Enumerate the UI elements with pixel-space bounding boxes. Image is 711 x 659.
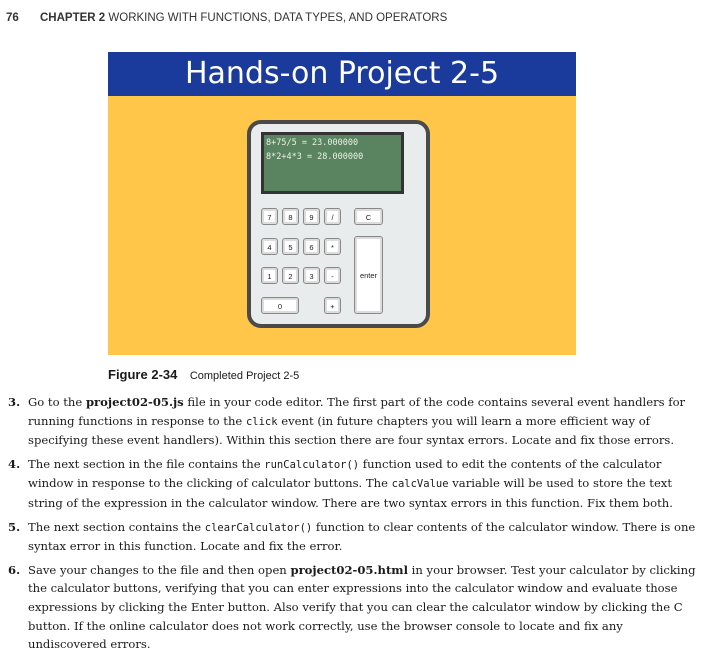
calc-key: 8 xyxy=(282,208,299,225)
step-text: Go to the xyxy=(28,395,86,409)
step-number: 5. xyxy=(8,519,21,534)
calc-key: / xyxy=(324,208,341,225)
page-number: 76 xyxy=(6,12,19,24)
calc-key: C xyxy=(354,208,383,225)
step-text: Save your changes to the file and then open xyxy=(28,562,291,577)
chapter-label: CHAPTER 2 xyxy=(40,12,106,24)
step-number: 4. xyxy=(8,456,21,471)
step-text: function used to edit the contents of the calculator window in response to the clicking of calculator buttons. The xyxy=(28,456,662,491)
caption-label: Figure 2-34 xyxy=(108,367,178,382)
caption-text: Completed Project 2-5 xyxy=(189,370,300,382)
calc-key: 3 xyxy=(303,267,320,284)
calc-key: + xyxy=(324,297,341,314)
calculator xyxy=(247,120,430,328)
display-line: 8+75/5 = 23.000000 xyxy=(266,138,359,148)
display-line: 8*2+4*3 = 28.000000 xyxy=(266,152,364,162)
running-head xyxy=(6,12,447,24)
figure-project-2-5 xyxy=(108,52,576,355)
file-name: project02-05.js xyxy=(85,395,184,409)
calc-key: 2 xyxy=(282,267,299,284)
figure-caption xyxy=(108,366,299,384)
calc-key: 9 xyxy=(303,208,320,225)
calc-key: 5 xyxy=(282,238,299,255)
code-term: clearCalculator() xyxy=(204,521,313,534)
calc-key: 7 xyxy=(261,208,278,225)
calc-key: 0 xyxy=(261,297,299,314)
code-term: runCalculator() xyxy=(264,458,360,471)
figure-title: Hands-on Project 2-5 xyxy=(108,52,576,96)
step-text: in your browser. Test your calculator by clicking the calculator buttons, verifying that you can enter expressions into the calculator window and evaluate those expressions by clicking the Enter button. Also verify that you can clear the calculator window by clicking the C button. If the online calculator does not work correctly, use the browser console to locate and fix any undiscovered errors. xyxy=(28,562,696,652)
project-steps xyxy=(8,393,698,659)
calculator-display xyxy=(261,132,404,194)
step-text: variable will be used to store the text string of the expression in the calculator window. There are two syntax errors in this function. Fix them both. xyxy=(28,476,673,510)
step-item xyxy=(8,518,698,556)
calc-key: - xyxy=(324,267,341,284)
step-item xyxy=(8,393,698,450)
calc-key: 6 xyxy=(303,238,320,255)
step-text: event (in future chapters you will learn a more efficient way of specifying these event handlers). Within this section there are four syntax errors. Locate and fix those errors. xyxy=(28,413,675,448)
step-text: The next section in the file contains the xyxy=(28,456,265,471)
file-name: project02-05.html xyxy=(290,562,408,577)
step-text: function to clear contents of the calculator window. There is one syntax error in this function. Locate and fix the error. xyxy=(28,519,696,554)
step-text: The next section contains the xyxy=(28,519,205,534)
step-number: 6. xyxy=(8,562,21,577)
calc-key: 4 xyxy=(261,238,278,255)
step-text: file in your code editor. The first part of the code contains several event handlers for running functions in response to the xyxy=(28,395,686,428)
chapter-title: WORKING WITH FUNCTIONS, DATA TYPES, AND OPERATORS xyxy=(108,12,448,24)
calc-key: enter xyxy=(354,236,383,314)
code-term: calcValue xyxy=(391,478,449,491)
step-item xyxy=(8,455,698,513)
step-number: 3. xyxy=(8,395,21,409)
step-item xyxy=(8,561,698,654)
code-term: click xyxy=(245,415,278,428)
calc-key: 1 xyxy=(261,267,278,284)
calc-key: * xyxy=(324,238,341,255)
